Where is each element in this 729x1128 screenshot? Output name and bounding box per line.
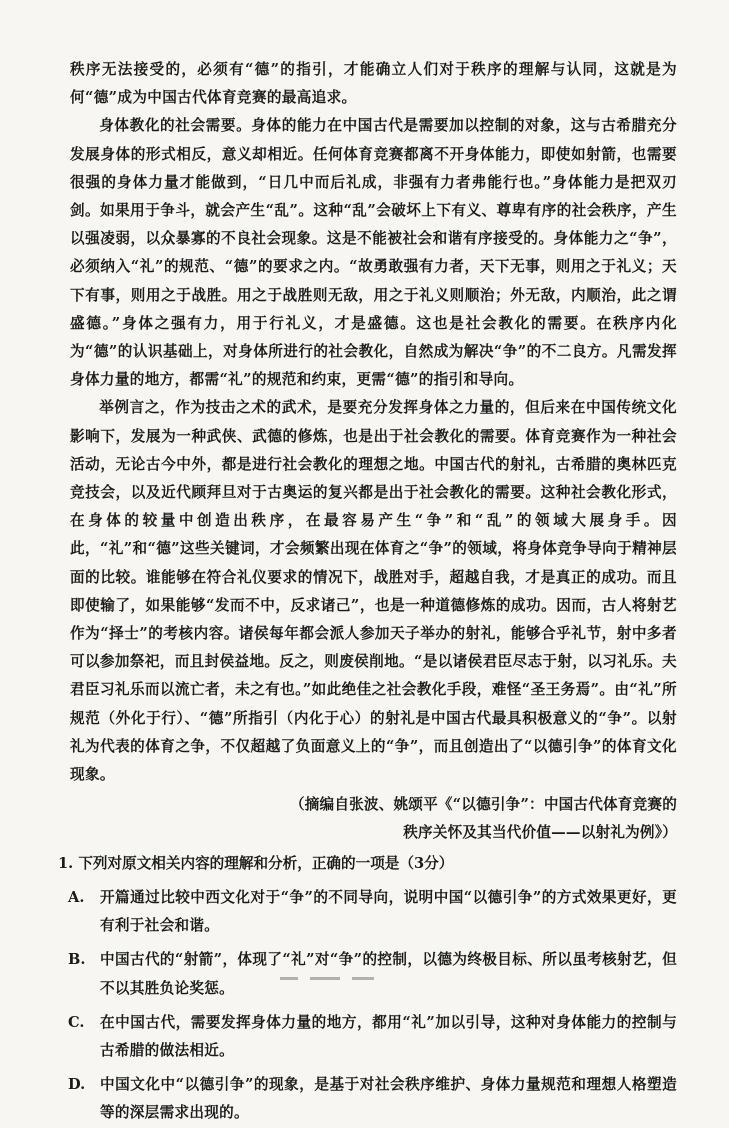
option-d[interactable]: [58, 1071, 677, 1127]
passage-paragraph-3: 举例言之，作为技击之术的武术，是要充分发挥身体之力量的，但后来在中国传统文化影响下，发展为一种武侠、武德的修炼，也是出于社会教化的需要。体育竞赛作为一种社会活动，无论古今中外，都是进行社会教化的理想之地。中国古代的射礼，古希腊的奥林匹克竞技会，以及近代顾拜旦对于古奥运的复兴都是出于社会教化的需要。这种社会教化形式，在身体的较量中创造出秩序，在最容易产生“争”和“乱”的领域大展身手。因此，“礼”和“德”这些关键词，才会频繁出现在体育之“争”的领域，将身体竞争导向于精神层面的比较。谁能够在符合礼仪要求的情况下，战胜对手，超越自我，才是真正的成功。而且即使输了，如果能够“发而不中，反求诸己”，也是一种道德修炼的成功。因而，古人将射艺作为“择士”的考核内容。诸侯每年都会派人参加天子举办的射礼，能够合乎礼节，射中多者可以参加祭祀，而且封侯益地。反之，则废侯削地。“是以诸侯君臣尽志于射，以习礼乐。夫君臣习礼乐而以流亡者，未之有也。”如此绝佳之社会教化手段，难怪“圣王务焉”。由“礼”所规范（外化于行）、“德”所指引（内化于心）的射礼是中国古代最具积极意义的“争”。以射礼为代表的体育之争，不仅超越了负面意义上的“争”，而且创造出了“以德引争”的体育文化现象。: [70, 399, 677, 784]
option-d-text: 中国文化中“以德引争”的现象，是基于对社会秩序维护、身体力量规范和理想人格塑造等的深层需求出现的。: [100, 1076, 677, 1122]
option-a[interactable]: [58, 884, 677, 940]
option-b-text: 中国古代的“射箭”，体现了“礼”对“争”的控制，以德为终极目标、所以虽考核射艺，但不以其胜负论奖惩。: [100, 951, 677, 997]
passage-paragraph-2: 身体教化的社会需要。身体的能力在中国古代是需要加以控制的对象，这与古希腊充分发展身体的形式相反，意义却相近。任何体育竞赛都离不开身体能力，即使如射箭，也需要很强的身体力量才能做到，“日几中而后礼成，非强有力者弗能行也。”身体能力是把双刃剑。如果用于争斗，就会产生“乱”。这种“乱”会破坏上下有义、尊卑有序的社会秩序，产生以强凌弱，以众暴寡的不良社会现象。这是不能被社会和谐有序接受的。身体能力之“争”，必须纳入“礼”的规范、“德”的要求之内。“故勇敢强有力者，天下无事，则用之于礼义；天下有事，则用之于战胜。用之于战胜则无敌，用之于礼义则顺治；外无敌，内顺治，此之谓盛德。”身体之强有力，用于行礼义，才是盛德。这也是社会教化的需要。在秩序内化为“德”的认识基础上，对身体所进行的社会教化，自然成为解决“争”的不二良方。凡需发挥身体力量的地方，都需“礼”的规范和约束，更需“德”的指引和导向。: [70, 117, 677, 389]
citation-line-1: （摘编自张波、姚颂平《“以德引争”：中国古代体育竞赛的: [289, 796, 677, 814]
option-a-letter: A.: [68, 888, 85, 906]
option-c-text: 在中国古代，需要发挥身体力量的地方，都用“礼”加以引导，这种对身体能力的控制与古希腊的做法相近。: [100, 1013, 677, 1059]
option-a-text: 开篇通过比较中西文化对于“争”的不同导向，说明中国“以德引争”的方式效果更好，更有利于社会和谐。: [100, 888, 677, 935]
reading-passage: [70, 56, 677, 789]
question-1: [58, 850, 677, 1128]
source-citation: [70, 791, 677, 847]
option-d-letter: D.: [68, 1076, 86, 1094]
citation-line-2: 秩序关怀及其当代价值——以射礼为例》）: [403, 824, 677, 842]
page-footer-scan-mark: [280, 968, 440, 978]
option-c[interactable]: [58, 1009, 677, 1065]
option-b-letter: B.: [68, 951, 86, 969]
question-stem: 1. 下列对原文相关内容的理解和分析，正确的一项是（3分）: [58, 854, 454, 872]
option-c-letter: C.: [68, 1013, 85, 1031]
passage-paragraph-1: 秩序无法接受的，必须有“德”的指引，才能确立人们对于秩序的理解与认同，这就是为何“德”成为中国古代体育竞赛的最高追求。: [70, 61, 677, 107]
